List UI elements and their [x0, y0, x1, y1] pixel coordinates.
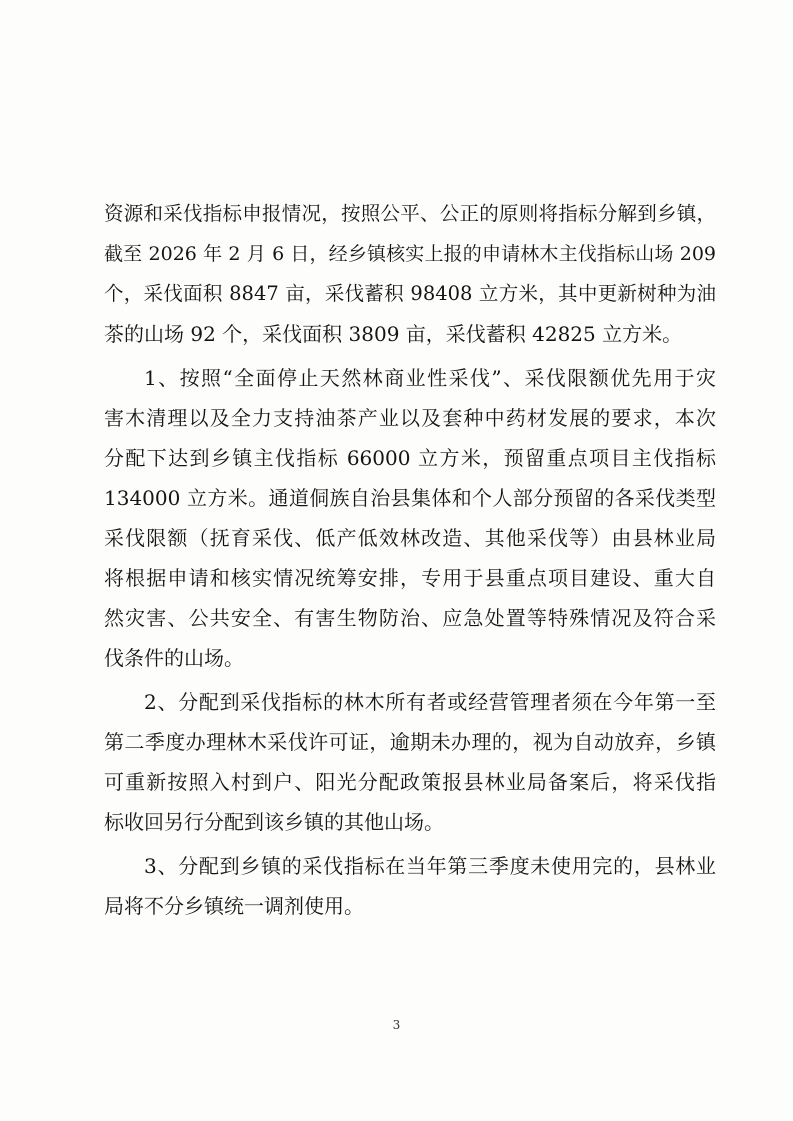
document-body [104, 194, 716, 926]
text-line: 分配下达到乡镇主伐指标 66000 立方米，预留重点项目主伐指标 [104, 446, 716, 470]
text-line: 截至 2026 年 2 月 6 日，经乡镇核实上报的申请林木主伐指标山场 209 [104, 243, 716, 265]
text-line: 134000 立方米。通道侗族自治县集体和个人部分预留的各采伐类型 [104, 486, 716, 510]
paragraph-item-1 [104, 358, 716, 678]
text-line: 可重新按照入村到户、阳光分配政策报县林业局备案后，将采伐指 [104, 770, 716, 794]
text-line: 茶的山场 92 个，采伐面积 3809 亩，采伐蓄积 42825 立方米。 [104, 322, 683, 346]
text-line: 将根据申请和核实情况统筹安排，专用于县重点项目建设、重大自 [104, 566, 716, 590]
page-number: 3 [392, 1018, 401, 1032]
text-line: 个，采伐面积 8847 亩，采伐蓄积 98408 立方米，其中更新树种为油 [104, 282, 716, 305]
text-line: 然灾害、公共安全、有害生物防治、应急处置等特殊情况及符合采 [104, 606, 716, 630]
text-line: 害木清理以及全力支持油茶产业以及套种中药材发展的要求，本次 [104, 406, 716, 430]
paragraph-summary [104, 194, 716, 354]
text-line: 伐条件的山场。 [104, 646, 244, 670]
text-line: 1、按照“全面停止天然林商业性采伐”、采伐限额优先用于灾 [144, 366, 716, 390]
text-line: 2、分配到采伐指标的林木所有者或经营管理者须在今年第一至 [144, 690, 716, 714]
text-line: 标收回另行分配到该乡镇的其他山场。 [104, 810, 444, 834]
text-line: 第二季度办理林木采伐许可证，逾期未办理的，视为自动放弃，乡镇 [104, 730, 716, 754]
text-line: 资源和采伐指标申报情况，按照公平、公正的原则将指标分解到乡镇， [104, 202, 716, 225]
text-line: 3、分配到乡镇的采伐指标在当年第三季度未使用完的，县林业 [144, 854, 716, 878]
paragraph-item-2 [104, 682, 716, 842]
text-line: 局将不分乡镇统一调剂使用。 [104, 894, 364, 918]
paragraph-item-3 [104, 846, 716, 926]
text-line: 采伐限额（抚育采伐、低产低效林改造、其他采伐等）由县林业局 [104, 526, 716, 550]
